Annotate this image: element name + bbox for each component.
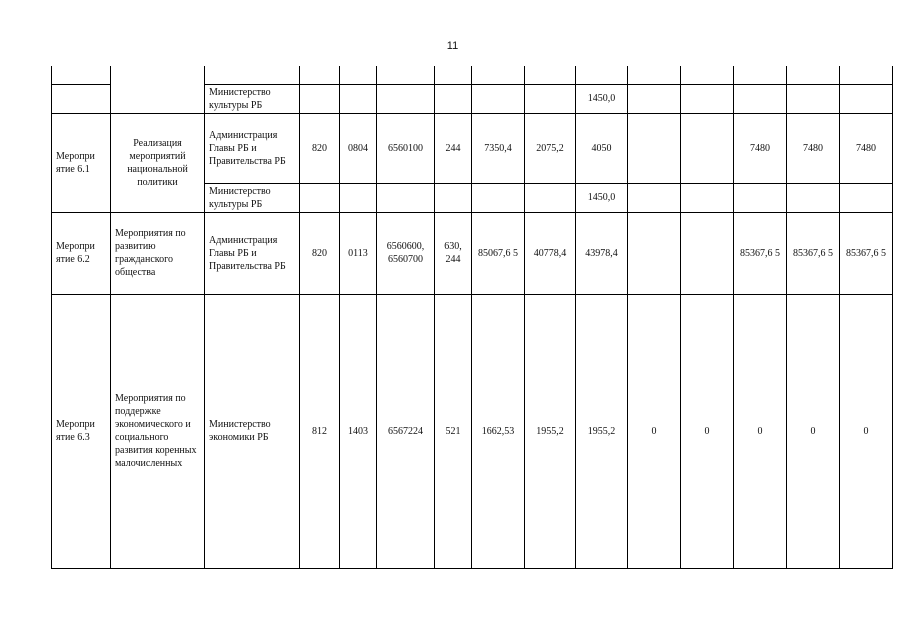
amount-2021-cell: 7480	[840, 113, 893, 183]
measure-name-cell: Реализация мероприятий национальной политики	[111, 113, 205, 212]
executor-cell: Министерство экономики РБ	[205, 294, 300, 568]
total-cell: 1662,53	[472, 294, 525, 568]
amount-2020-cell: 0	[787, 294, 840, 568]
amount-2019-cell: 0	[734, 294, 787, 568]
amount-2018-cell: 0	[681, 294, 734, 568]
amount-2016-cell: 1450,0	[576, 183, 628, 212]
csr-cell: 6560100	[377, 113, 435, 183]
measure-id-cell: Меропри ятие 6.1	[52, 113, 111, 212]
amount-2017-cell: 0	[628, 294, 681, 568]
rzpr-cell: 1403	[340, 294, 377, 568]
executor-cell: Министерство культуры РБ	[205, 84, 300, 113]
table-row	[52, 212, 893, 294]
amount-2016-cell: 1955,2	[576, 294, 628, 568]
page-number: 11	[446, 40, 459, 52]
executor-cell: Министерство культуры РБ	[205, 183, 300, 212]
amount-2020-cell: 7480	[787, 113, 840, 183]
total-cell: 85067,6 5	[472, 212, 525, 294]
amount-2015-cell: 40778,4	[525, 212, 576, 294]
grbs-cell: 820	[300, 113, 340, 183]
continuation-strip	[52, 66, 893, 84]
amount-2016-cell: 43978,4	[576, 212, 628, 294]
executor-cell: Администрация Главы РБ и Правительства РБ	[205, 113, 300, 183]
amount-2019-cell: 85367,6 5	[734, 212, 787, 294]
csr-cell: 6567224	[377, 294, 435, 568]
measure-id-cell: Меропри ятие 6.3	[52, 294, 111, 568]
amount-2018-cell	[681, 212, 734, 294]
amount-2018-cell	[681, 113, 734, 183]
grbs-cell: 820	[300, 212, 340, 294]
rzpr-cell: 0113	[340, 212, 377, 294]
grbs-cell: 812	[300, 294, 340, 568]
program-budget-table	[51, 66, 893, 569]
table-row	[52, 294, 893, 568]
amount-2019-cell: 7480	[734, 113, 787, 183]
rzpr-cell: 0804	[340, 113, 377, 183]
amount-2015-cell: 1955,2	[525, 294, 576, 568]
amount-2020-cell: 85367,6 5	[787, 212, 840, 294]
measure-name-cell: Мероприятия по развитию гражданского общества	[111, 212, 205, 294]
amount-2017-cell	[628, 113, 681, 183]
amount-2015-cell: 2075,2	[525, 113, 576, 183]
vr-cell: 521	[435, 294, 472, 568]
vr-cell: 630, 244	[435, 212, 472, 294]
executor-cell: Администрация Главы РБ и Правительства РБ	[205, 212, 300, 294]
measure-name-cell: Мероприятия по поддержке экономического и социального развития коренных малочисленных	[111, 294, 205, 568]
total-cell: 7350,4	[472, 113, 525, 183]
measure-id-cell: Меропри ятие 6.2	[52, 212, 111, 294]
amount-2017-cell	[628, 212, 681, 294]
amount-2016-cell: 4050	[576, 113, 628, 183]
csr-cell: 6560600, 6560700	[377, 212, 435, 294]
amount-2021-cell: 0	[840, 294, 893, 568]
amount-2021-cell: 85367,6 5	[840, 212, 893, 294]
table-row	[52, 113, 893, 183]
vr-cell: 244	[435, 113, 472, 183]
amount-2016-cell: 1450,0	[576, 84, 628, 113]
